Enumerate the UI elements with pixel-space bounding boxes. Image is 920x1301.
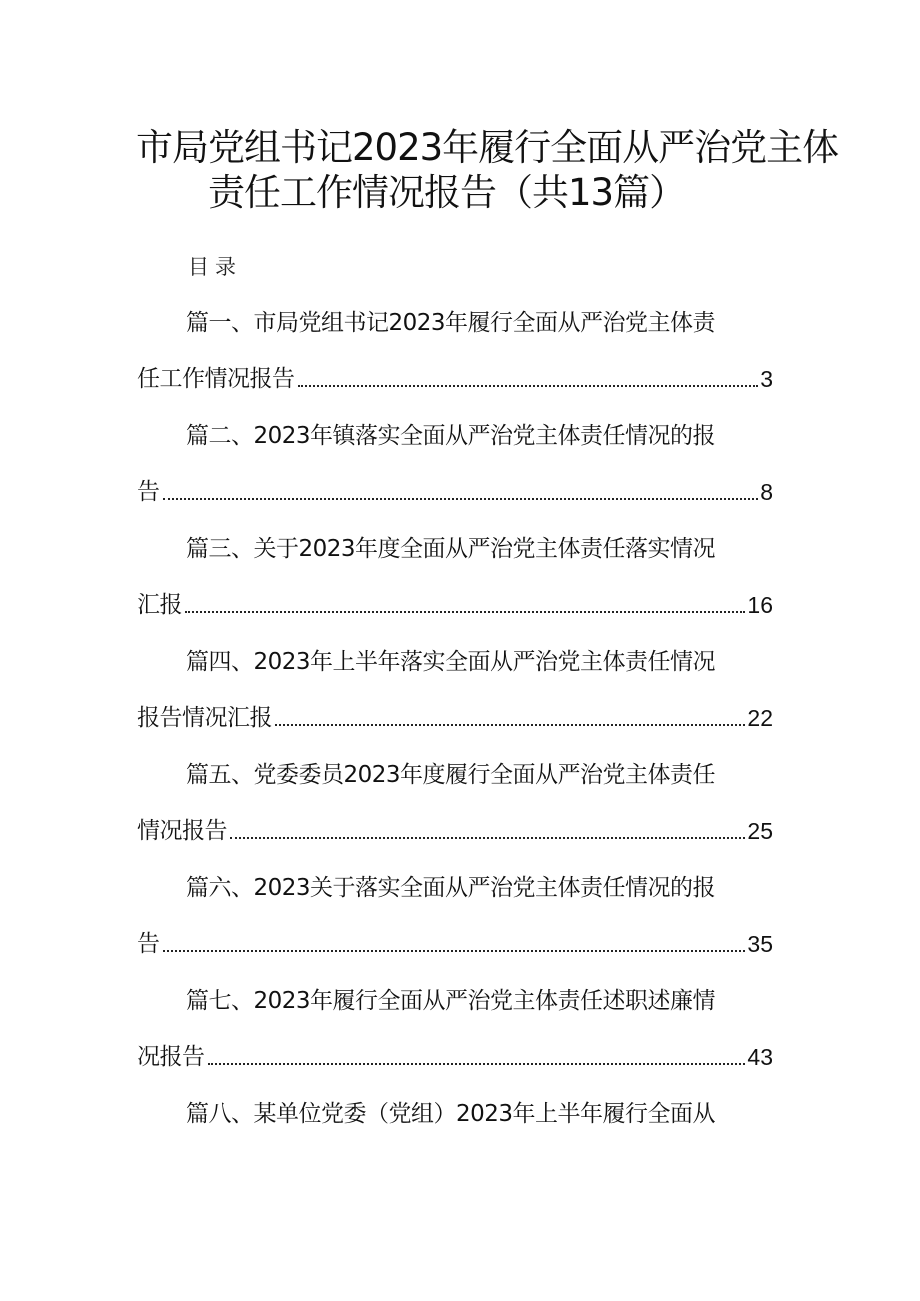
toc-entry-7-title[interactable]: 篇七、2023年履行全面从严治党主体责任述职述廉情 [186, 988, 716, 1014]
toc-entry-2-continuation: 告 [137, 479, 160, 505]
toc-entry-7-page-number: 43 [747, 1044, 773, 1070]
toc-entry-4-continuation: 报告情况汇报 [137, 705, 272, 731]
toc-entry-3-title[interactable]: 篇三、关于2023年度全面从严治党主体责任落实情况 [186, 536, 716, 562]
toc-entry-2-line[interactable] [137, 477, 773, 505]
toc-entry-6-page-number: 35 [747, 931, 773, 957]
toc-entry-3-leader [185, 611, 745, 613]
toc-entry-3-continuation: 汇报 [137, 592, 182, 618]
toc-entry-4-page-number: 22 [747, 705, 773, 731]
toc-entry-1-continuation: 任工作情况报告 [137, 366, 295, 392]
toc-heading: 目录 [188, 255, 242, 279]
toc-entry-4-line[interactable] [137, 703, 773, 731]
toc-entry-2-leader [163, 498, 759, 500]
document-title-line-2: 责任工作情况报告（共13篇） [208, 171, 686, 214]
toc-entry-3-page-number: 16 [747, 592, 773, 618]
toc-entry-4-title[interactable]: 篇四、2023年上半年落实全面从严治党主体责任情况 [186, 649, 716, 675]
toc-entry-7-line[interactable] [137, 1042, 773, 1070]
toc-entry-2-title[interactable]: 篇二、2023年镇落实全面从严治党主体责任情况的报 [186, 423, 716, 449]
document-title-line-1: 市局党组书记2023年履行全面从严治党主体 [136, 126, 839, 169]
toc-entry-5-page-number: 25 [747, 818, 773, 844]
toc-entry-1-title[interactable]: 篇一、市局党组书记2023年履行全面从严治党主体责 [186, 310, 716, 336]
toc-entry-1-page-number: 3 [760, 366, 773, 392]
toc-entry-8-title[interactable]: 篇八、某单位党委（党组）2023年上半年履行全面从 [186, 1101, 716, 1127]
toc-entry-5-title[interactable]: 篇五、党委委员2023年度履行全面从严治党主体责任 [186, 762, 716, 788]
toc-entry-5-line[interactable] [137, 816, 773, 844]
toc-entry-1-leader [298, 385, 759, 387]
toc-entry-6-line[interactable] [137, 929, 773, 957]
toc-entry-7-leader [208, 1063, 746, 1065]
toc-entry-3-line[interactable] [137, 590, 773, 618]
toc-entry-6-continuation: 告 [137, 931, 160, 957]
toc-entry-5-leader [230, 837, 745, 839]
toc-entry-1-line[interactable] [137, 364, 773, 392]
toc-entry-2-page-number: 8 [760, 479, 773, 505]
toc-entry-5-continuation: 情况报告 [137, 818, 227, 844]
toc-entry-4-leader [275, 724, 745, 726]
toc-entry-6-title[interactable]: 篇六、2023关于落实全面从严治党主体责任情况的报 [186, 875, 716, 901]
toc-entry-6-leader [163, 950, 746, 952]
toc-entry-7-continuation: 况报告 [137, 1044, 205, 1070]
